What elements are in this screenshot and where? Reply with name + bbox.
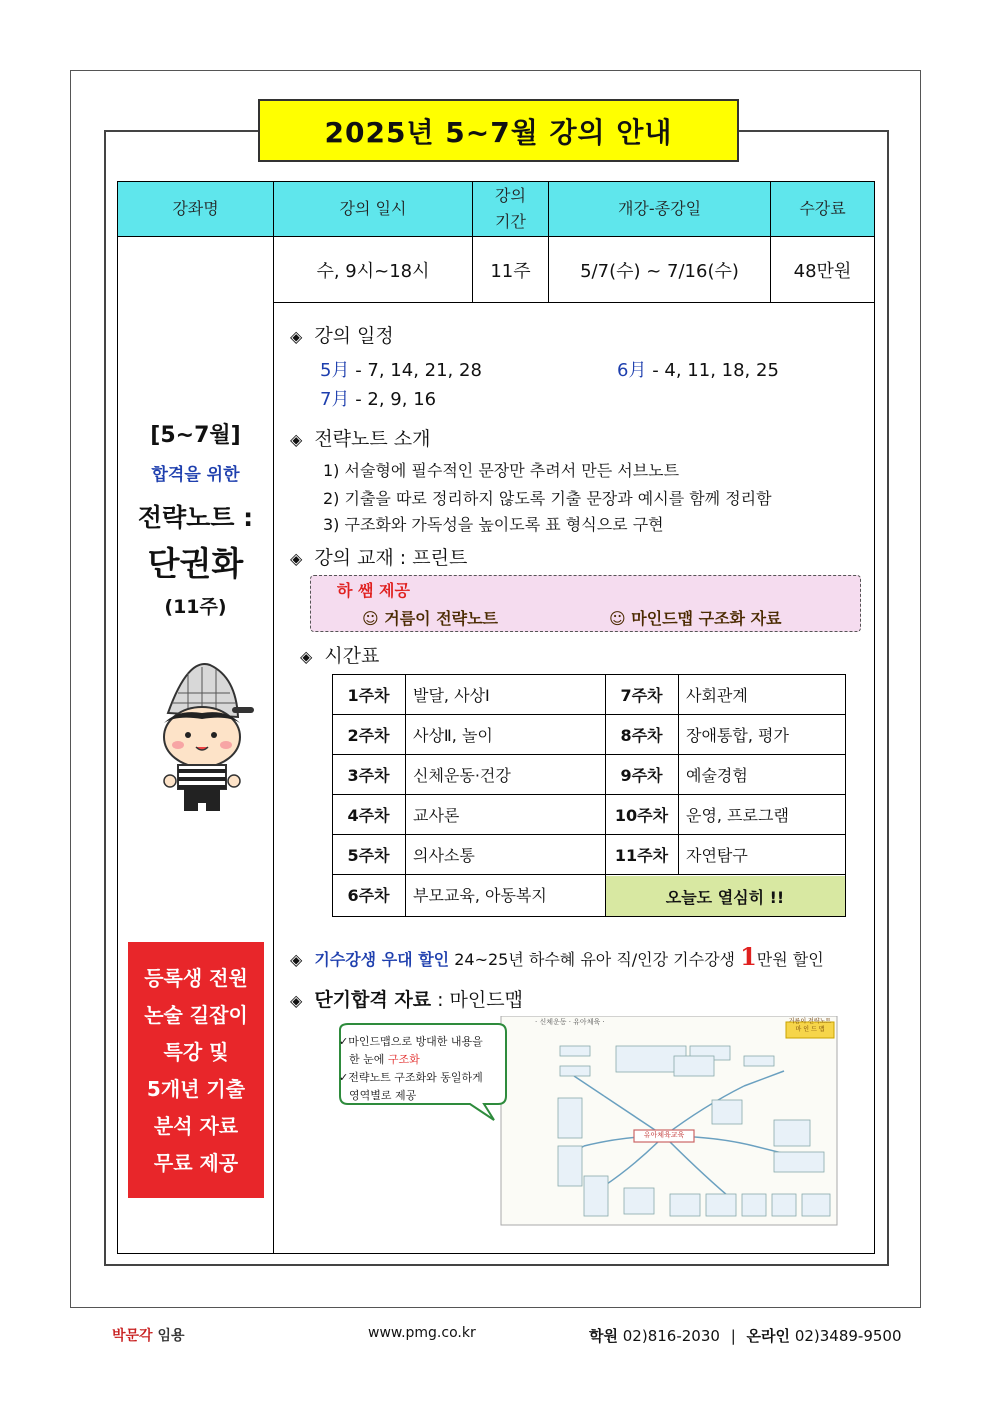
header-duration-line1: 강의 — [495, 186, 526, 205]
bubble-line: 한 눈에 구조화 — [349, 1053, 420, 1066]
timetable-topic: 사회관계 — [686, 685, 748, 705]
cell-period: 5/7(수) ~ 7/16(수) — [580, 260, 739, 282]
mascot-illustration — [148, 663, 256, 813]
promo-line: 분석 자료 — [153, 1114, 239, 1138]
diamond-bullet-icon: ◈ — [300, 647, 313, 666]
header-datetime: 강의 일시 — [339, 199, 407, 218]
cell-datetime: 수, 9시~18시 — [316, 260, 430, 282]
timetable-topic: 발달, 사상Ⅰ — [413, 685, 490, 705]
mindmap-badge: 거름이 전략노트 마 인 드 맵 — [788, 1018, 832, 1033]
promo-line: 논술 길잡이 — [144, 1003, 248, 1027]
promo-box — [128, 942, 264, 1198]
bubble-line: ✓마인드맵으로 방대한 내용을 — [339, 1035, 483, 1048]
timetable-col-divider — [678, 674, 679, 874]
timetable-week: 9주차 — [620, 765, 663, 785]
may-dates: - 7, 14, 21, 28 — [355, 360, 482, 381]
footer-brand — [112, 1325, 185, 1345]
timetable-topic: 자연탐구 — [686, 845, 748, 865]
cheer-cell: 오늘도 열심히 !! — [605, 876, 845, 916]
timetable-heading: ◈ 시간표 — [300, 645, 380, 667]
discount-label: 기수강생 우대 할인 — [314, 950, 450, 969]
mindmap-heading: ◈ 단기합격 자료 : 마인드맵 — [290, 989, 523, 1011]
timetable-col-divider — [405, 674, 406, 916]
promo-line: 5개년 기출 — [146, 1077, 246, 1101]
course-subtitle: 합격을 위한 — [151, 465, 240, 485]
timetable-topic: 장애통합, 평가 — [686, 725, 789, 745]
diamond-bullet-icon: ◈ — [290, 430, 303, 449]
mindmap-center-node: 유아체육교육 — [643, 1131, 685, 1139]
header-period: 개강-종강일 — [617, 199, 702, 218]
textbook-item-mindmap: ☺ 마인드맵 구조화 자료 — [609, 609, 782, 628]
timetable-topic: 부모교육, 아동복지 — [413, 885, 547, 905]
header-fee: 수강료 — [799, 199, 846, 218]
diamond-bullet-icon: ◈ — [290, 950, 303, 969]
bubble-line: 영역별로 제공 — [349, 1089, 417, 1102]
schedule-may — [320, 356, 482, 382]
diamond-bullet-icon: ◈ — [290, 549, 303, 568]
mindmap-bubble — [339, 1033, 504, 1105]
discount-line — [290, 942, 824, 971]
provided-label: 하 쌤 제공 — [337, 581, 410, 600]
footer-url[interactable]: www.pmg.co.kr — [368, 1325, 476, 1341]
course-weeks: (11주) — [164, 596, 227, 618]
timetable-topic: 의사소통 — [413, 845, 475, 865]
promo-line: 등록생 전원 — [144, 966, 248, 990]
promo-line: 무료 제공 — [153, 1151, 239, 1175]
intro-item: 2) 기출을 따로 정리하지 않도록 기출 문장과 예시를 함께 정리함 — [323, 489, 772, 508]
header-duration-line2: 기간 — [495, 212, 526, 231]
textbook-heading: ◈ 강의 교재 : 프린트 — [290, 547, 468, 569]
timetable-topic: 운영, 프로그램 — [686, 805, 789, 825]
timetable-topic: 예술경험 — [686, 765, 748, 785]
schedule-jun — [617, 356, 779, 382]
timetable-week: 11주차 — [614, 845, 669, 865]
timetable-topic: 교사론 — [413, 805, 460, 825]
jun-dates: - 4, 11, 18, 25 — [652, 360, 779, 381]
cell-duration: 11주 — [490, 260, 531, 282]
jun-label: 6月 — [617, 360, 647, 381]
timetable-topic: 사상Ⅱ, 놀이 — [413, 725, 493, 745]
course-name-line2: 단권화 — [147, 544, 244, 583]
brand-logo: 박문각 — [112, 1328, 153, 1344]
diamond-bullet-icon: ◈ — [290, 327, 303, 346]
timetable-week: 7주차 — [620, 685, 663, 705]
intro-heading: ◈ 전략노트 소개 — [290, 428, 431, 450]
cell-fee: 48만원 — [793, 260, 852, 282]
intro-item: 1) 서술형에 필수적인 문장만 추려서 만든 서브노트 — [323, 461, 680, 480]
diamond-bullet-icon: ◈ — [290, 991, 303, 1010]
timetable-week: 8주차 — [620, 725, 663, 745]
mindmap-header: · 신체운동 · 유아체육 · — [535, 1018, 605, 1026]
textbook-item-strategy-note: ☺ 거름이 전략노트 — [362, 609, 499, 628]
schedule-heading: ◈ 강의 일정 — [290, 325, 394, 347]
jul-dates: - 2, 9, 16 — [355, 389, 437, 410]
brand-suffix: 임용 — [152, 1328, 185, 1344]
timetable-week: 10주차 — [614, 805, 669, 825]
timetable-week: 3주차 — [347, 765, 390, 785]
timetable-week: 2주차 — [347, 725, 390, 745]
course-months: [5~7월] — [150, 423, 241, 448]
bubble-line: ✓전략노트 구조화와 동일하게 — [339, 1071, 483, 1084]
footer-contact: 학원 02)816-2030 | 온라인 02)3489-9500 — [589, 1327, 902, 1345]
header-course: 강좌명 — [172, 199, 219, 218]
timetable-week: 4주차 — [347, 805, 390, 825]
discount-amount: 1 — [740, 942, 757, 971]
discount-suffix: 만원 할인 — [756, 950, 824, 969]
jul-label: 7月 — [320, 389, 350, 410]
discount-text: 24~25년 하수혜 유아 직/인강 기수강생 — [454, 950, 735, 969]
schedule-jul — [320, 385, 436, 411]
timetable-week: 6주차 — [347, 885, 390, 905]
header-duration — [473, 182, 548, 236]
course-name-line1: 전략노트 : — [137, 503, 254, 532]
timetable-week: 5주차 — [347, 845, 390, 865]
timetable-topic: 신체운동·건강 — [413, 765, 511, 785]
timetable-week: 1주차 — [347, 685, 390, 705]
page-title: 2025년 5~7월 강의 안내 — [258, 99, 739, 162]
promo-line: 특강 및 — [163, 1040, 229, 1064]
intro-item: 3) 구조화와 가독성을 높이도록 표 형식으로 구현 — [323, 515, 664, 534]
may-label: 5月 — [320, 360, 350, 381]
